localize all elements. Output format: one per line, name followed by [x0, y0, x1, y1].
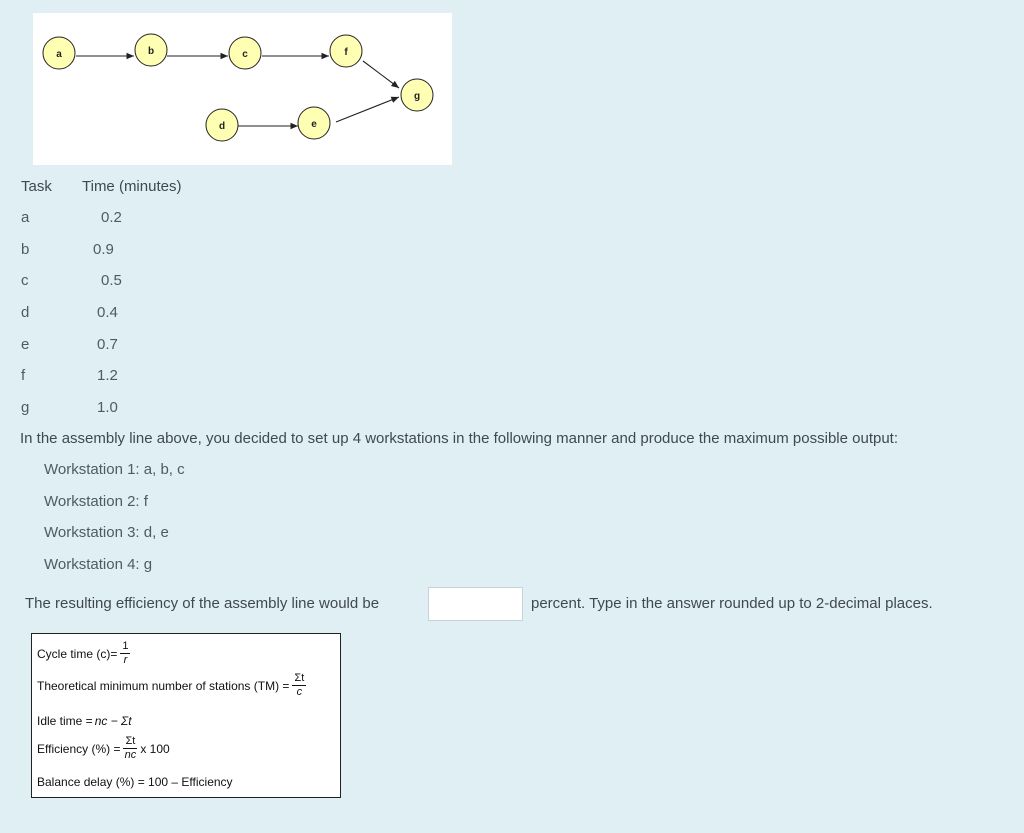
cycle-time-label: Cycle time (c)= [37, 646, 118, 661]
efficiency-answer-input[interactable] [428, 587, 523, 621]
workstation-4: Workstation 4: g [44, 556, 153, 573]
efficiency-fraction [123, 736, 137, 761]
efficiency-denominator: nc [124, 749, 137, 761]
svg-text:e: e [311, 119, 317, 130]
tm-denominator: c [296, 686, 303, 698]
time-cell: 0.7 [97, 336, 118, 353]
node-a [43, 37, 75, 69]
time-cell: 0.9 [93, 241, 114, 258]
idle-time-formula [37, 714, 134, 728]
task-cell: f [21, 367, 26, 384]
cycle-time-numerator: 1 [122, 640, 129, 652]
task-cell: c [21, 272, 29, 289]
balance-delay-formula: Balance delay (%) = 100 – Efficiency [37, 775, 233, 789]
efficiency-multiplier: x 100 [140, 741, 170, 756]
cycle-time-fraction [120, 641, 130, 666]
efficiency-numerator: Σt [125, 735, 136, 747]
edge-e-g [336, 97, 399, 122]
tm-label: Theoretical minimum number of stations (TM) = [37, 678, 290, 693]
tm-fraction [292, 673, 306, 698]
task-header: Task [21, 178, 52, 195]
node-e [298, 107, 330, 139]
task-cell: a [21, 209, 30, 226]
task-cell: b [21, 241, 30, 258]
time-cell: 0.2 [101, 209, 122, 226]
time-cell: 0.4 [97, 304, 118, 321]
node-d [206, 109, 238, 141]
cycle-time-formula [37, 641, 133, 666]
precedence-diagram [33, 13, 452, 165]
intro-text: In the assembly line above, you decided to set up 4 workstations in the following manner and produce the maximum possible output: [20, 430, 899, 447]
formula-box [31, 633, 341, 798]
svg-text:f: f [344, 47, 348, 58]
svg-text:d: d [218, 121, 226, 132]
tm-formula [37, 673, 309, 698]
idle-time-expression: nc − Σt [94, 714, 132, 728]
task-cell: d [21, 304, 30, 321]
node-b [135, 34, 167, 66]
idle-time-label: Idle time = [37, 714, 93, 728]
task-cell: e [21, 336, 30, 353]
time-cell: 0.5 [101, 272, 122, 289]
svg-text:c: c [242, 49, 248, 60]
tm-numerator: Σt [294, 672, 305, 684]
time-cell: 1.2 [97, 367, 118, 384]
time-header: Time (minutes) [82, 178, 182, 195]
question-suffix: percent. Type in the answer rounded up to 2-decimal places. [531, 595, 933, 612]
efficiency-label: Efficiency (%) = [37, 741, 121, 756]
svg-text:b: b [147, 46, 155, 57]
task-cell: g [21, 399, 30, 416]
edge-f-g [363, 61, 399, 88]
node-f [330, 35, 362, 67]
efficiency-formula [37, 736, 170, 761]
time-cell: 1.0 [97, 399, 118, 416]
cycle-time-denominator: r [123, 654, 128, 666]
node-g [401, 79, 433, 111]
question-prefix: The resulting efficiency of the assembly line would be [25, 595, 380, 612]
workstation-2: Workstation 2: f [44, 493, 148, 510]
svg-text:g: g [413, 91, 421, 102]
precedence-diagram-svg [33, 13, 452, 165]
svg-text:a: a [56, 49, 62, 60]
workstation-3: Workstation 3: d, e [44, 524, 169, 541]
node-c [229, 37, 261, 69]
workstation-1: Workstation 1: a, b, c [44, 461, 185, 478]
